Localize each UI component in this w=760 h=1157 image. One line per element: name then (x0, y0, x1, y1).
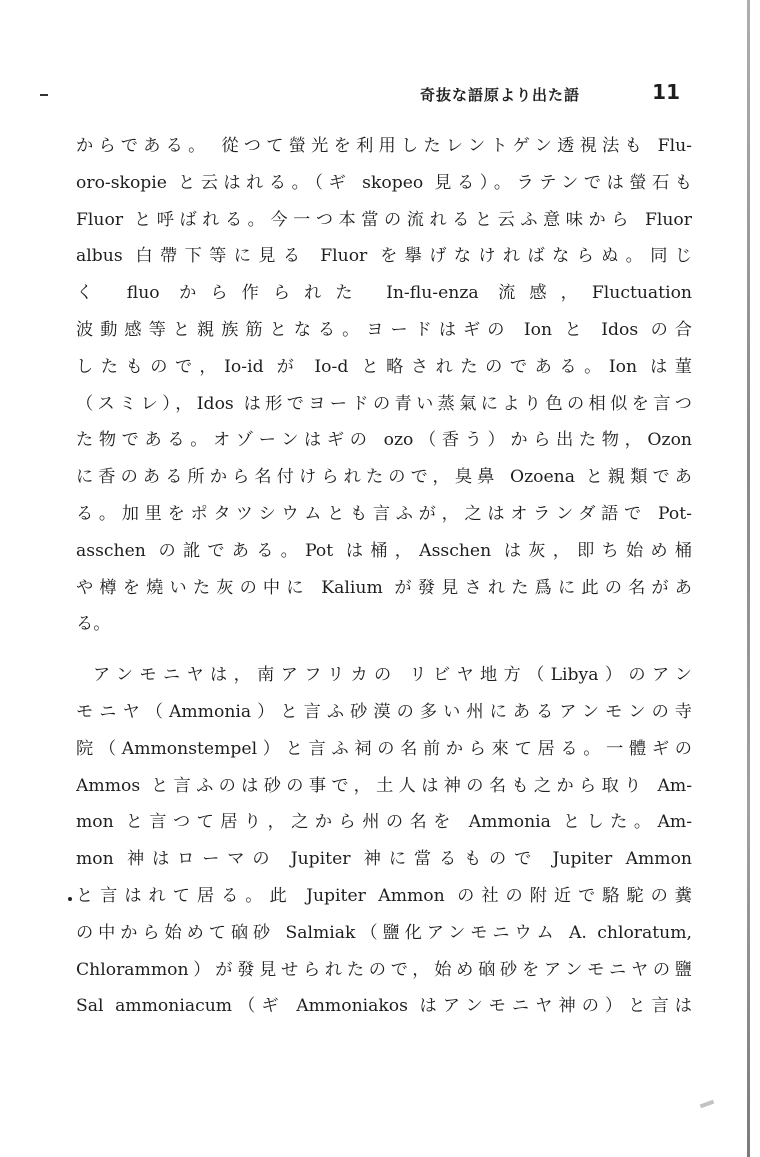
text-line: したもので，Io-id が Io-d と略されたのである。Ion は菫 (76, 356, 692, 377)
text-line: く fluo から作られた In-flu-enza 流感，Fluctuation (76, 283, 692, 304)
text-line: asschen の訛である。Pot は桶，Asschen は灰，即ち始め桶 (76, 540, 692, 561)
text-line: た物である。オゾーンはギの ozo（香う）から出た物，Ozon (76, 430, 692, 451)
text-line: の中から始めて硇砂 Salmiak（鹽化アンモニウム A. chloratum, (76, 922, 692, 943)
running-title: 奇抜な語原より出た語 (420, 86, 581, 104)
text-line: albus 白帶下等に見る Fluor を擧げなければならぬ。同じ (76, 246, 692, 267)
text-line: る。加里をポタツシウムとも言ふが，之はオランダ語で Pot- (76, 503, 692, 524)
text-line: Fluor と呼ばれる。今一つ本當の流れると云ふ意味から Fluor (76, 209, 692, 230)
body-text (76, 128, 692, 1025)
text-line: oro-skopie と云はれる。（ギ skopeo 見る）。ラテンでは螢石も (76, 172, 692, 193)
text-line: と言はれて居る。此 Jupiter Ammon の社の附近で駱駝の糞 (76, 885, 692, 906)
text-line: からである。 從つて螢光を利用したレントゲン透視法も Flu- (76, 136, 692, 156)
print-smudge (700, 1100, 715, 1109)
text-line: 波動感等と親族筋となる。ヨードはギの Ion と Idos の合 (76, 319, 692, 340)
text-line: 院（Ammonstempel）と言ふ祠の名前から來て居る。一體ギの (76, 738, 692, 759)
page-edge-shadow (747, 0, 750, 1157)
text-line: る。 (76, 614, 111, 635)
text-line: Chlorammon）が發見せられたので，始め硇砂をアンモニヤの鹽 (76, 959, 692, 980)
running-header (420, 80, 690, 106)
text-line: アンモニヤは，南アフリカの リビヤ地方（Libya）のアン (93, 665, 692, 686)
text-line: mon 神はローマの Jupiter 神に當るもので Jupiter Ammon (76, 849, 692, 870)
text-line: mon と言つて居り，之から州の名を Ammonia とした。Am- (76, 812, 692, 833)
text-line: に香のある所から名付けられたので，臭鼻 Ozoena と親類であ (76, 467, 692, 488)
margin-mark (40, 94, 48, 96)
text-line: （スミレ），Idos は形でヨードの青い蒸氣により色の相似を言つ (76, 393, 692, 414)
text-line: モニヤ（Ammonia）と言ふ砂漠の多い州にあるアンモンの寺 (76, 701, 692, 722)
paragraph-gap (76, 643, 692, 657)
page-number: 11 (652, 80, 680, 104)
print-speck (68, 897, 72, 901)
text-line: Ammos と言ふのは砂の事で，土人は神の名も之から取り Am- (76, 775, 692, 796)
text-line: や樽を燒いた灰の中に Kalium が發見された爲に此の名があ (76, 577, 692, 598)
text-line: Sal ammoniacum（ギ Ammoniakos はアンモニヤ神の）と言は (76, 996, 692, 1017)
